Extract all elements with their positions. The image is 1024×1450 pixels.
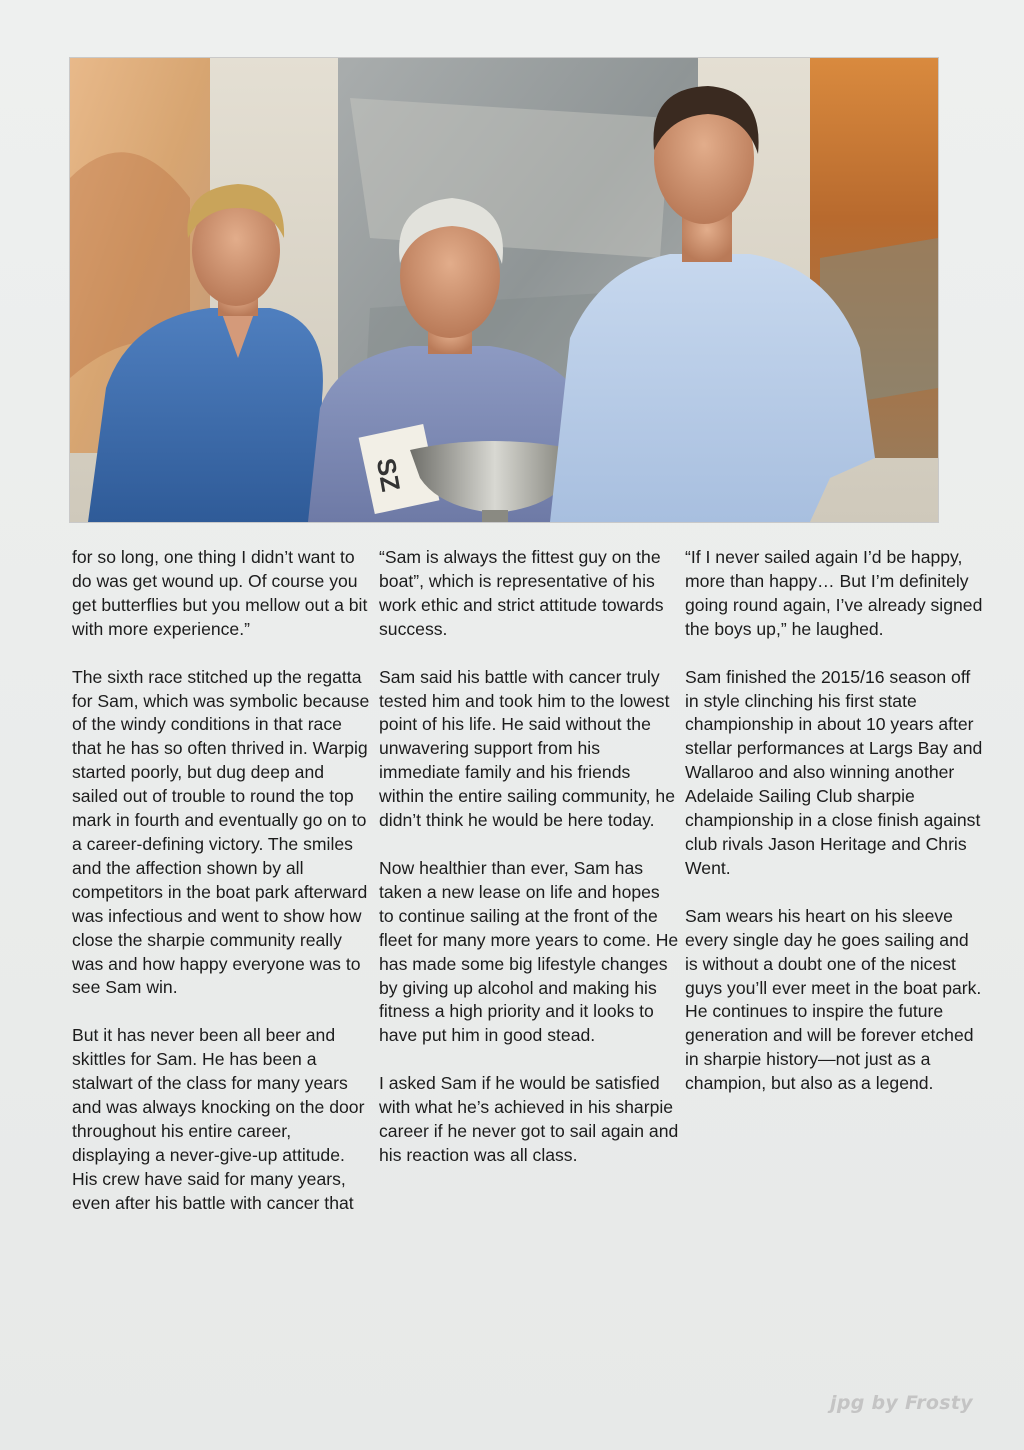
column-1: [72, 546, 372, 1240]
paragraph: Sam wears his heart on his sleeve every single day he goes sailing and is without a doubt one of the nicest guys you’ll ever meet in the boat park. He continues to inspire the future generation and will be forever etched in sharpie history—not just as a champion, but also as a legend.: [685, 905, 982, 1094]
paragraph: But it has never been all beer and skittles for Sam. He has been a stalwart of the class for many years and was always knocking on the door throughout his entire career, displaying a never-give-up attitude. His crew have said for many years, even after his battle with cancer that: [72, 1025, 365, 1213]
paragraph: for so long, one thing I didn’t want to do was get wound up. Of course you get butterflies but you mellow out a bit with more experience.”: [72, 547, 368, 639]
group-photo: [70, 58, 938, 522]
paragraph: Sam said his battle with cancer truly tested him and took him to the lowest point of his life. He said without the unwavering support from his immediate family and his friends within the entire sailing community, he didn’t think he would be here today.: [379, 666, 675, 831]
column-2: [379, 546, 679, 1192]
paragraph: The sixth race stitched up the regatta for Sam, which was symbolic because of the windy conditions in that race that he has so often thrived in. Warpig started poorly, but dug deep and sailed out of trouble to round the top mark in fourth and eventually go on to a career-defining victory. The smiles and the affection shown by all competitors in the boat park afterward was infectious and went to show how close the sharpie community really was and how happy everyone was to see Sam win.: [72, 666, 370, 998]
photo-credit: jpg by Frosty: [830, 1392, 973, 1414]
paragraph: Sam finished the 2015/16 season off in style clinching his first state championship in about 10 years after stellar performances at Largs Bay and Wallaroo and also winning another Adelaide Sailing Club sharpie championship in a close finish against club rivals Jason Heritage and Chris Went.: [685, 666, 983, 878]
paragraph: “Sam is always the fittest guy on the boat”, which is representative of his work ethic and strict attitude towards success.: [379, 547, 664, 639]
trophy-box-text: SZ: [370, 455, 407, 494]
paragraph: Now healthier than ever, Sam has taken a new lease on life and hopes to continue sailing at the front of the fleet for many more years to come. He has made some big lifestyle changes by giving up alcohol and making his fitness a high priority and it looks to have put him in good stead.: [379, 857, 679, 1046]
column-3: [685, 546, 985, 1120]
paragraph: I asked Sam if he would be satisfied with what he’s achieved in his sharpie career if he never got to sail again and his reaction was all class.: [379, 1073, 679, 1165]
photo-illustration: [70, 58, 938, 522]
paragraph: “If I never sailed again I’d be happy, more than happy… But I’m definitely going round again, I’ve already signed the boys up,” he laughed.: [685, 547, 983, 639]
